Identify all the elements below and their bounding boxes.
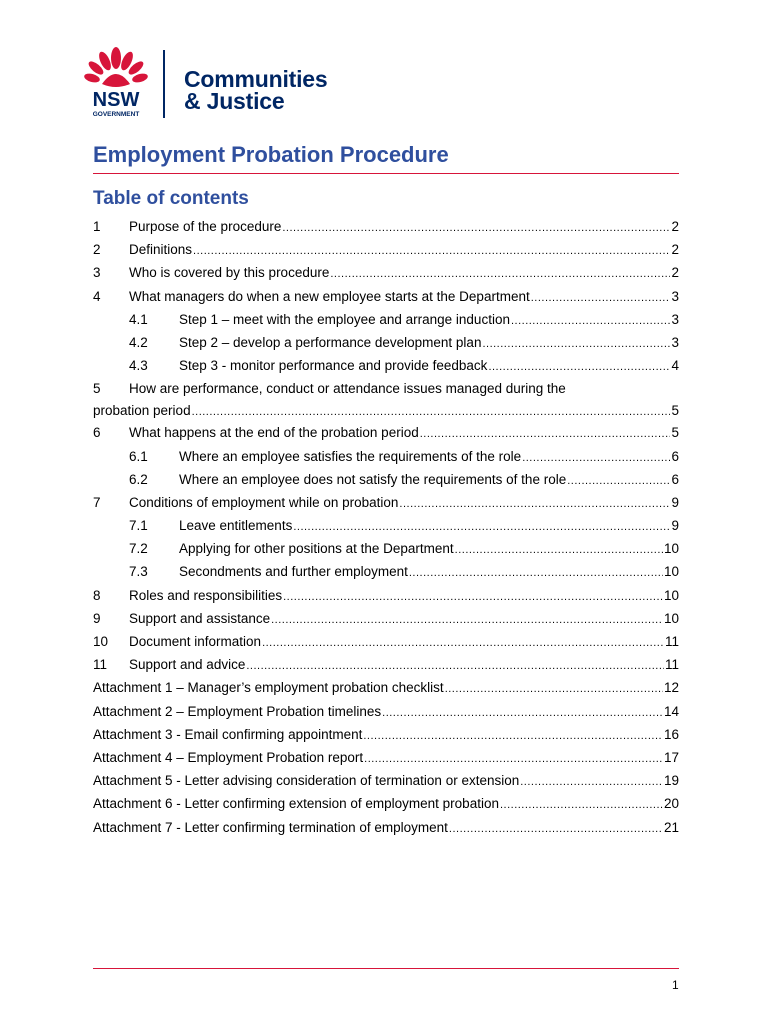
toc-entry-page: 6	[671, 448, 679, 464]
toc-entry-label: How are performance, conduct or attendance issues managed during the	[129, 381, 566, 397]
toc-entry-page: 10	[663, 587, 679, 603]
toc-entry-label: Secondments and further employment	[179, 564, 408, 580]
toc-dot-leader	[293, 521, 670, 533]
toc-entry-page: 10	[663, 541, 679, 557]
toc-entry-page: 2	[671, 265, 679, 281]
toc-entry-page: 17	[663, 749, 679, 765]
toc-entry-label: What managers do when a new employee starts at the Department	[129, 288, 530, 304]
logo-divider	[163, 50, 165, 118]
toc-dot-leader	[449, 823, 663, 835]
toc-entry-label: Roles and responsibilities	[129, 587, 283, 603]
toc-dot-leader	[282, 222, 670, 234]
page-number: 1	[672, 978, 679, 992]
toc-dot-leader	[193, 245, 670, 257]
toc-entry[interactable]	[93, 335, 679, 358]
toc-dot-leader	[399, 498, 670, 510]
toc-entry-page: 16	[663, 726, 679, 742]
toc-entry-number: 7.3	[129, 564, 148, 580]
toc-entry-page: 12	[663, 680, 679, 696]
toc-entry[interactable]	[93, 773, 679, 796]
toc-entry-label: Attachment 7 - Letter confirming termination of employment	[93, 819, 448, 835]
toc-entry-page: 11	[664, 634, 679, 649]
toc-entry[interactable]	[93, 219, 679, 242]
toc-entry-number: 2	[93, 242, 101, 258]
toc-entry-number: 3	[93, 265, 101, 281]
toc-entry-number: 5	[93, 381, 101, 397]
toc-entry-label: Attachment 5 - Letter advising consideration of termination or extension	[93, 773, 520, 789]
toc-entry-number: 6.2	[129, 471, 148, 487]
toc-entry-page: 5	[671, 425, 679, 441]
toc-entry-number: 7	[93, 494, 101, 510]
nsw-logo-text: NSW	[92, 89, 140, 111]
toc-entry-page: 3	[671, 311, 679, 327]
toc-entry-label: Applying for other positions at the Department	[179, 541, 454, 557]
toc-dot-leader	[488, 361, 670, 373]
toc-dot-leader	[420, 428, 671, 440]
toc-entry[interactable]	[93, 820, 679, 843]
toc-entry[interactable]	[93, 541, 679, 564]
toc-entry[interactable]	[93, 242, 679, 265]
toc-entry-number: 4.2	[129, 334, 148, 350]
toc-entry-number: 11	[93, 657, 108, 673]
toc-entry-label: Attachment 4 – Employment Probation report	[93, 749, 364, 765]
toc-entry-number: 9	[93, 610, 101, 626]
toc-entry-label: Who is covered by this procedure	[129, 265, 330, 281]
toc-heading: Table of contents	[93, 188, 249, 209]
toc-dot-leader	[283, 591, 663, 603]
toc-entry-page: 5	[671, 403, 679, 419]
toc-entry-label: Attachment 2 – Employment Probation timelines	[93, 703, 382, 719]
toc-entry[interactable]	[93, 657, 679, 680]
toc-entry-page: 9	[671, 518, 679, 534]
toc-entry-label: Attachment 3 - Email confirming appointment	[93, 726, 363, 742]
toc-entry-label: Where an employee satisfies the requirements of the role	[179, 448, 522, 464]
footer-divider	[93, 968, 679, 969]
toc-entry[interactable]	[93, 449, 679, 472]
toc-entry-page: 2	[671, 219, 679, 234]
toc-entry[interactable]	[93, 289, 679, 312]
toc-entry-page: 2	[671, 242, 679, 258]
toc-entry-label: What happens at the end of the probation period	[129, 425, 419, 441]
toc-dot-leader	[409, 567, 663, 579]
toc-dot-leader	[364, 753, 663, 765]
toc-entry[interactable]	[93, 588, 679, 611]
toc-entry-page: 9	[671, 494, 679, 510]
toc-dot-leader	[246, 660, 664, 672]
toc-entry-label: Where an employee does not satisfy the requirements of the role	[179, 471, 567, 487]
toc-entry-page: 19	[663, 773, 679, 789]
toc-entry-page: 3	[671, 288, 679, 304]
toc-entry[interactable]	[93, 796, 679, 819]
toc-entry-label: Step 2 – develop a performance development plan	[179, 334, 482, 350]
toc-entry-label: Purpose of the procedure	[129, 219, 282, 234]
nsw-waratah-logo	[80, 44, 152, 120]
title-divider	[93, 173, 679, 174]
toc-entry-label: Support and assistance	[129, 610, 271, 626]
toc-dot-leader	[482, 338, 670, 350]
toc-entry-label-continued: probation period	[93, 403, 191, 419]
nsw-logo-subtext: GOVERNMENT	[92, 111, 140, 118]
toc-entry-page: 3	[671, 334, 679, 350]
toc-entry-page: 6	[671, 471, 679, 487]
toc-dot-leader	[511, 315, 671, 327]
toc-entry-page: 11	[664, 657, 679, 673]
toc-entry-number: 7.2	[129, 541, 148, 557]
toc-dot-leader	[363, 730, 663, 742]
toc-entry-number: 8	[93, 587, 101, 603]
toc-dot-leader	[262, 637, 664, 649]
toc-entry-page: 4	[671, 358, 679, 374]
toc-entry-label: Support and advice	[129, 657, 246, 673]
toc-entry-label: Document information	[129, 634, 262, 649]
toc-entry-page: 10	[663, 610, 679, 626]
agency-name-line1: Communities	[184, 66, 328, 92]
toc-entry-label: Definitions	[129, 242, 193, 258]
toc-entry[interactable]	[93, 727, 679, 750]
table-of-contents	[93, 219, 679, 843]
page-header	[80, 44, 480, 124]
toc-entry-number: 4.1	[129, 311, 148, 327]
toc-dot-leader	[330, 268, 670, 280]
toc-dot-leader	[445, 683, 663, 695]
toc-entry-number: 4.3	[129, 358, 148, 374]
toc-entry-number: 6	[93, 425, 101, 441]
toc-dot-leader	[382, 707, 663, 719]
toc-entry-label: Attachment 6 - Letter confirming extension of employment probation	[93, 796, 499, 812]
toc-entry-number: 7.1	[129, 518, 148, 534]
toc-entry[interactable]	[93, 611, 679, 634]
toc-entry[interactable]	[93, 472, 679, 495]
toc-dot-leader	[455, 544, 663, 556]
toc-entry-page: 21	[663, 819, 679, 835]
toc-dot-leader	[271, 614, 663, 626]
document-title: Employment Probation Procedure	[93, 142, 449, 167]
toc-dot-leader	[192, 406, 671, 418]
toc-entry-page: 10	[663, 564, 679, 580]
toc-entry[interactable]	[93, 312, 679, 335]
toc-entry[interactable]	[93, 495, 679, 518]
toc-entry[interactable]	[93, 634, 679, 657]
toc-entry-label: Conditions of employment while on probation	[129, 494, 399, 510]
toc-dot-leader	[567, 475, 670, 487]
toc-entry[interactable]	[93, 680, 679, 703]
toc-dot-leader	[520, 776, 663, 788]
toc-entry[interactable]	[93, 518, 679, 541]
toc-entry-number: 4	[93, 288, 101, 304]
toc-entry-label: Step 3 - monitor performance and provide feedback	[179, 358, 488, 374]
toc-dot-leader	[531, 292, 671, 304]
toc-entry-page: 20	[663, 796, 679, 812]
toc-dot-leader	[500, 799, 663, 811]
toc-entry[interactable]	[93, 358, 679, 381]
toc-entry-number: 6.1	[129, 448, 148, 464]
toc-entry[interactable]	[93, 564, 679, 587]
toc-entry-label: Step 1 – meet with the employee and arrange induction	[179, 311, 510, 327]
agency-name	[184, 68, 327, 112]
agency-name-line2: & Justice	[184, 88, 285, 114]
toc-entry[interactable]	[93, 265, 679, 288]
toc-entry-number: 10	[93, 634, 109, 649]
toc-entry[interactable]	[93, 750, 679, 773]
toc-entry[interactable]	[93, 381, 679, 425]
toc-entry[interactable]	[93, 425, 679, 448]
toc-dot-leader	[522, 452, 670, 464]
toc-entry-label: Attachment 1 – Manager’s employment probation checklist	[93, 680, 444, 696]
toc-entry[interactable]	[93, 704, 679, 727]
toc-entry-label: Leave entitlements	[179, 518, 293, 534]
toc-entry-page: 14	[663, 703, 679, 719]
toc-entry-number: 1	[93, 219, 101, 234]
